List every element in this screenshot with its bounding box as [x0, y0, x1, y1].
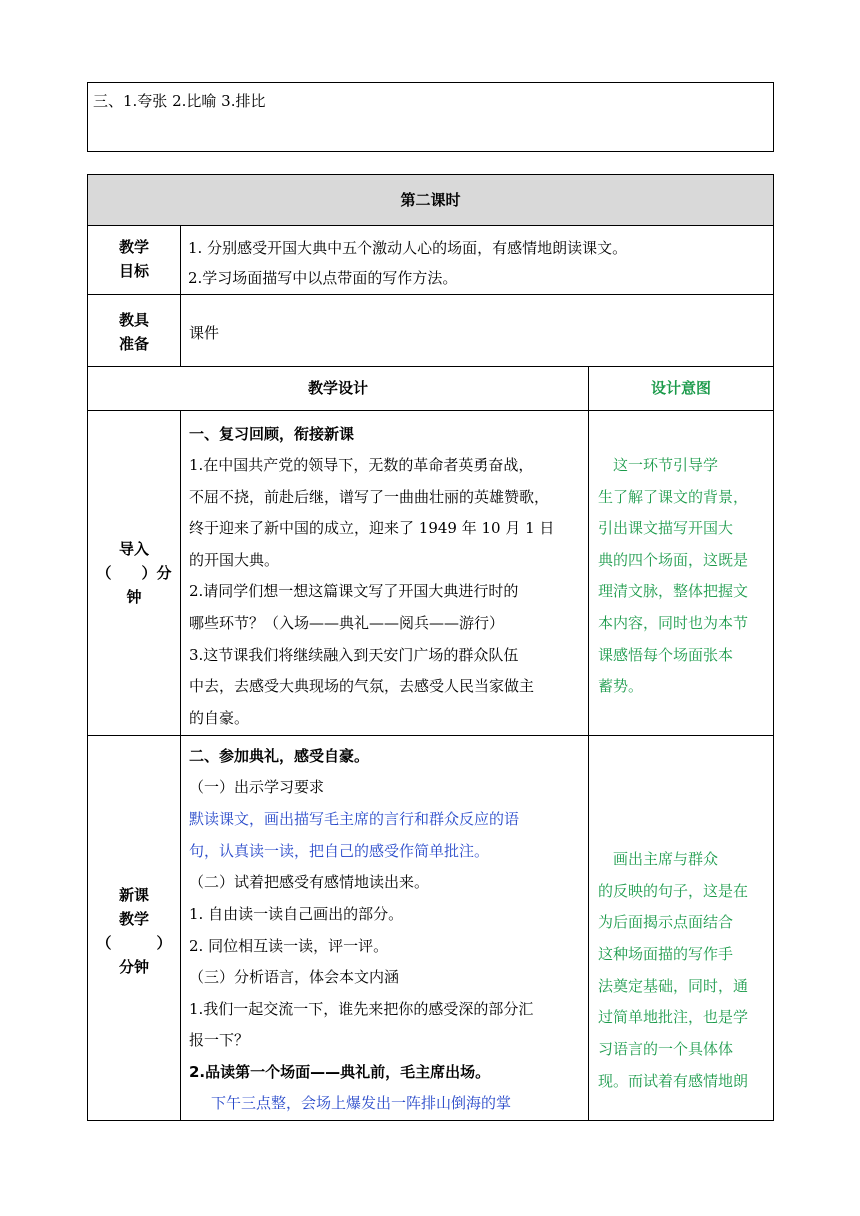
objective-item: 1. 分别感受开国大典中五个激动人心的场面，有感情地朗读课文。: [188, 239, 628, 257]
newlesson-line: （三）分析语言，体会本文内涵: [189, 968, 400, 986]
design-header: 教学设计: [307, 379, 368, 397]
row-divider: [87, 225, 774, 226]
newlesson-line: 二、参加典礼，感受自豪。: [189, 747, 370, 765]
newlesson-intent-line: 现。而试着有感情地朗: [598, 1072, 749, 1090]
intro-intent-line: 课感悟每个场面张本: [598, 646, 734, 664]
newlesson-line: 1. 自由读一读自己画出的部分。: [189, 905, 404, 923]
col-divider: [588, 366, 589, 1121]
intro-intent-line: 典的四个场面，这既是: [598, 551, 749, 569]
col-divider: [180, 410, 181, 1121]
intro-label-1: 导入: [118, 540, 149, 558]
newlesson-intent-line: 法奠定基础，同时，通: [598, 977, 749, 995]
lesson-title: 第二课时: [400, 191, 461, 209]
newlesson-intent-line: 这种场面描的写作手: [598, 945, 734, 963]
newlesson-line: 下午三点整，会场上爆发出一阵排山倒海的掌: [196, 1094, 512, 1112]
intro-label-2: （ ）分: [96, 564, 172, 582]
newlesson-line: 报一下？: [189, 1031, 250, 1049]
intro-label-3: 钟: [126, 588, 142, 606]
intro-line: 3.这节课我们将继续融入到天安门广场的群众队伍: [189, 646, 519, 664]
newlesson-line: 句，认真读一读，把自己的感受作简单批注。: [189, 842, 490, 860]
intro-intent-line: 这一环节引导学: [598, 456, 719, 474]
intro-line: 的自豪。: [189, 709, 250, 727]
intro-line: 一、复习回顾，衔接新课: [189, 425, 355, 443]
newlesson-intent-line: 画出主席与群众: [598, 850, 719, 868]
intro-line: 不屈不挠，前赴后继，谱写了一曲曲壮丽的英雄赞歌，: [189, 488, 550, 506]
intro-line: 哪些环节？（入场——典礼——阅兵——游行）: [189, 614, 505, 632]
intro-line: 1.在中国共产党的领导下，无数的革命者英勇奋战，: [189, 456, 534, 474]
newlesson-line: 默读课文，画出描写毛主席的言行和群众反应的语: [189, 810, 520, 828]
newlesson-line: 1.我们一起交流一下，谁先来把你的感受深的部分汇: [189, 1000, 534, 1018]
newlesson-line: （二）试着把感受有感情地读出来。: [189, 873, 430, 891]
tools-label-2: 准备: [118, 335, 149, 353]
row-divider: [87, 294, 774, 295]
intro-intent-line: 本内容，同时也为本节: [598, 614, 749, 632]
intro-intent-line: 生了解了课文的背景，: [598, 488, 749, 506]
intro-line: 中去，去感受大典现场的气氛，去感受人民当家做主: [189, 677, 535, 695]
newlesson-label-2: 教学: [118, 910, 149, 928]
intro-intent-line: 引出课文描写开国大: [598, 519, 734, 537]
intro-line: 的开国大典。: [189, 551, 280, 569]
newlesson-intent-line: 为后面揭示点面结合: [598, 913, 734, 931]
intro-line: 终于迎来了新中国的成立，迎来了 1949 年 10 月 1 日: [189, 519, 555, 537]
newlesson-line: 2.品读第一个场面——典礼前，毛主席出场。: [189, 1063, 491, 1081]
intro-intent-line: 理清文脉，整体把握文: [598, 582, 749, 600]
intro-line: 2.请同学们想一想这篇课文写了开国大典进行时的: [189, 582, 519, 600]
prev-answer-text: 三、1.夸张 2.比喻 3.排比: [93, 92, 266, 110]
row-divider: [87, 735, 774, 736]
newlesson-intent-line: 习语言的一个具体体: [598, 1040, 734, 1058]
newlesson-label-1: 新课: [118, 886, 149, 904]
objectives-label-2: 目标: [118, 262, 149, 280]
tools-label-1: 教具: [118, 311, 149, 329]
objective-item: 2.学习场面描写中以点带面的写作方法。: [188, 269, 458, 287]
row-divider: [87, 366, 774, 367]
intent-header: 设计意图: [650, 379, 711, 397]
newlesson-line: （一）出示学习要求: [189, 778, 325, 796]
newlesson-line: 2. 同位相互读一读，评一评。: [189, 937, 389, 955]
row-divider: [87, 410, 774, 411]
tools-value: 课件: [189, 324, 220, 342]
col-divider: [180, 225, 181, 366]
intro-intent-line: 蓄势。: [598, 677, 644, 695]
newlesson-intent-line: 过简单地批注，也是学: [598, 1008, 749, 1026]
newlesson-label-4: 分钟: [118, 958, 149, 976]
newlesson-intent-line: 的反映的句子，这是在: [598, 882, 749, 900]
objectives-label-1: 教学: [118, 238, 149, 256]
newlesson-label-3: （ ）: [96, 934, 172, 952]
